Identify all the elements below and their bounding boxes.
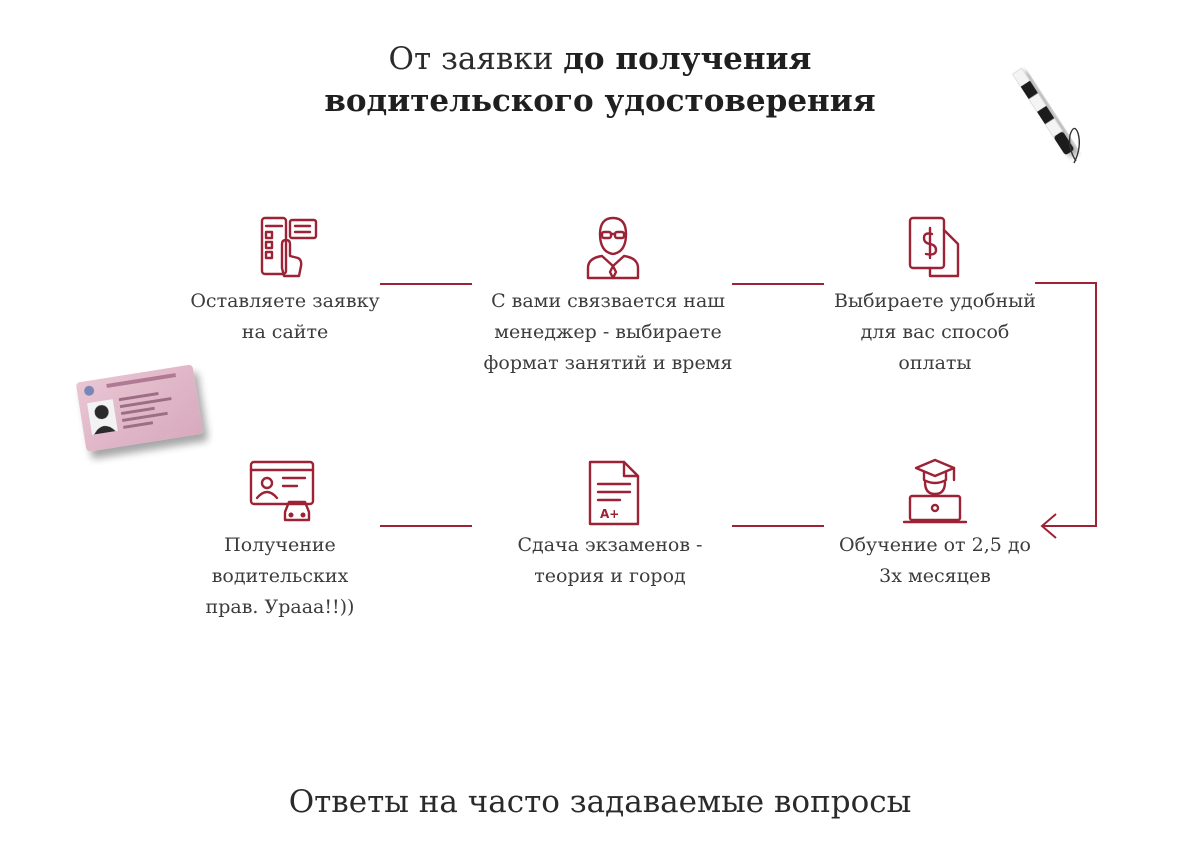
step-training: Обучение от 2,5 до 3х месяцев bbox=[839, 534, 1031, 587]
license-card-image bbox=[70, 355, 220, 465]
title-regular: От заявки bbox=[388, 41, 554, 77]
flow-return-arrow bbox=[1030, 276, 1110, 542]
payment-card-icon bbox=[900, 212, 970, 282]
step-payment: Выбираете удобный для вас способ оплаты bbox=[834, 290, 1036, 374]
connector-6-5 bbox=[380, 525, 472, 527]
traffic-baton-icon bbox=[990, 55, 1100, 180]
exam-document-icon bbox=[578, 458, 648, 528]
exam-grade-label: A+ bbox=[600, 507, 620, 521]
manager-icon bbox=[578, 212, 648, 282]
title-bold-line1: до получения bbox=[563, 41, 812, 77]
connector-1-2 bbox=[380, 283, 472, 285]
connector-2-3 bbox=[732, 283, 824, 285]
phone-touch-icon bbox=[252, 212, 322, 282]
graduate-laptop-icon bbox=[900, 456, 970, 526]
step-manager-call: С вами связвается наш менеджер - выбираете формат занятий и время bbox=[483, 290, 733, 374]
step-exams: Сдача экзаменов - теория и город bbox=[517, 534, 703, 587]
step-submit-request: Оставляете заявку на сайте bbox=[190, 290, 380, 343]
step-get-license: Получение водительских прав. Урааа!!)) bbox=[205, 534, 355, 618]
connector-5-4 bbox=[732, 525, 824, 527]
license-car-icon bbox=[247, 456, 317, 526]
faq-title: Ответы на часто задаваемые вопросы bbox=[288, 784, 912, 820]
title-bold-line2: водительского удостоверения bbox=[324, 83, 876, 119]
